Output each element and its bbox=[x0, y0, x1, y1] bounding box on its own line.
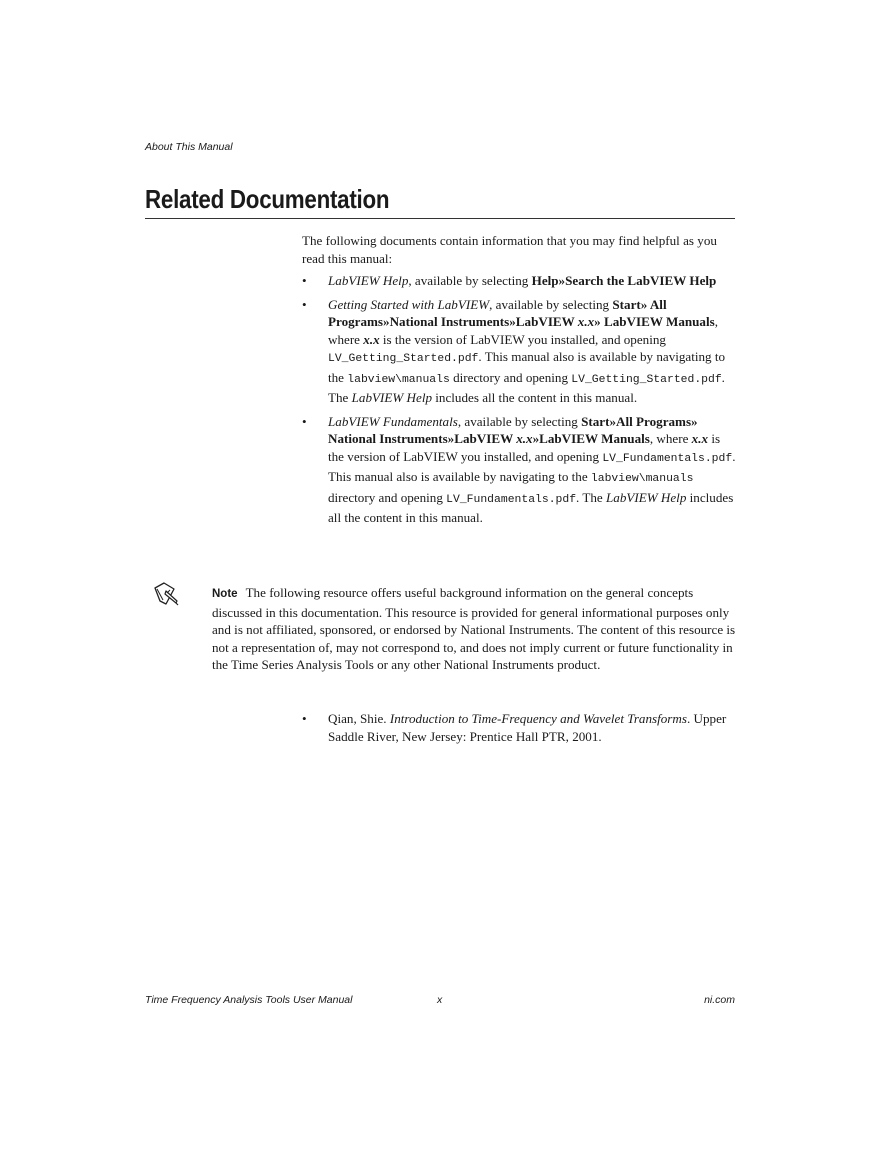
reference-author: Qian, Shie. bbox=[328, 711, 390, 726]
list-item: • Getting Started with LabVIEW, available by selecting Start» All Programs»National Instruments»LabVIEW x.x» LabVIEW Manuals, where x.x is the version of LabVIEW you installed, and opening LV_Getting_Started.pdf. This manual also is available by navigating to the labview\manuals directory and opening LV_Getting_Started.pdf. The LabVIEW Help includes all the content in this manual. bbox=[302, 296, 726, 405]
footer-site: ni.com bbox=[704, 994, 735, 1006]
file-name: LV_Getting_Started.pdf bbox=[328, 353, 479, 365]
list-item: • LabVIEW Help, available by selecting Help»Search the LabVIEW Help bbox=[302, 273, 717, 288]
list-item bbox=[302, 710, 738, 745]
note-pencil-icon bbox=[150, 579, 180, 607]
menu-path: Help»Search the LabVIEW Help bbox=[531, 273, 717, 288]
related-docs-body bbox=[302, 232, 738, 533]
file-name: LV_Getting_Started.pdf bbox=[571, 373, 722, 386]
footer-manual-title: Time Frequency Analysis Tools User Manual bbox=[145, 994, 353, 1006]
page-title: Related Documentation bbox=[145, 184, 390, 214]
note-text: The following resource offers useful background information on the general concepts discussed in this documentation. This resource is provided for general informational purposes only and is not affiliated, sponsored, or endorsed by National Instruments. The content of this resource is not a representation of, may not correspond to, and does not imply current or future functionality in the Time Series Analysis Tools or any other National Instruments product. bbox=[212, 585, 736, 672]
doc-title: LabVIEW Help bbox=[328, 273, 409, 288]
document-list bbox=[302, 272, 738, 527]
intro-paragraph: The following documents contain information that you may find helpful as you read this manual: bbox=[302, 233, 717, 266]
file-name: LV_Fundamentals.pdf bbox=[602, 452, 733, 465]
bullet-marker: • bbox=[302, 711, 307, 726]
help-title: LabVIEW Help bbox=[351, 390, 433, 405]
reference-list bbox=[302, 710, 738, 751]
note-label: Note bbox=[212, 588, 238, 600]
help-title: LabVIEW Help bbox=[606, 489, 687, 505]
doc-title: Getting Started with LabVIEW bbox=[328, 296, 490, 312]
menu-path: Start» All Programs»National Instruments»LabVIEW x.x» LabVIEW Manuals bbox=[328, 296, 715, 329]
bullet-marker: • bbox=[302, 296, 307, 312]
bullet-marker: • bbox=[302, 273, 307, 288]
version-placeholder: x.x bbox=[691, 431, 709, 446]
footer-page-number: x bbox=[437, 994, 443, 1006]
file-name: LV_Fundamentals.pdf bbox=[446, 493, 577, 506]
bullet-marker: • bbox=[302, 413, 307, 429]
directory-name: labview\manuals bbox=[590, 473, 694, 485]
list-item: • LabVIEW Fundamentals, available by selecting Start»All Programs» National Instruments»LabVIEW x.x»LabVIEW Manuals, where x.x is the version of LabVIEW you installed, and opening LV_Fundamentals.pdf. This manual also is available by navigating to the labview\manuals directory and opening LV_Fundamentals.pdf. The LabVIEW Help includes all the content in this manual. bbox=[302, 413, 736, 525]
reference-publisher: . Upper Saddle River, New Jersey: Prentice Hall PTR, 2001. bbox=[328, 711, 727, 744]
directory-name: labview\manuals bbox=[347, 373, 450, 386]
menu-path: Start»All Programs» National Instruments»LabVIEW x.x»LabVIEW Manuals bbox=[328, 413, 698, 446]
version-placeholder: x.x bbox=[363, 331, 380, 347]
doc-title: LabVIEW Fundamentals bbox=[328, 413, 458, 429]
note-block bbox=[212, 584, 738, 674]
reference-book-title: Introduction to Time-Frequency and Wavelet Transforms bbox=[389, 711, 687, 726]
title-rule bbox=[145, 218, 735, 219]
running-header: About This Manual bbox=[145, 141, 233, 153]
